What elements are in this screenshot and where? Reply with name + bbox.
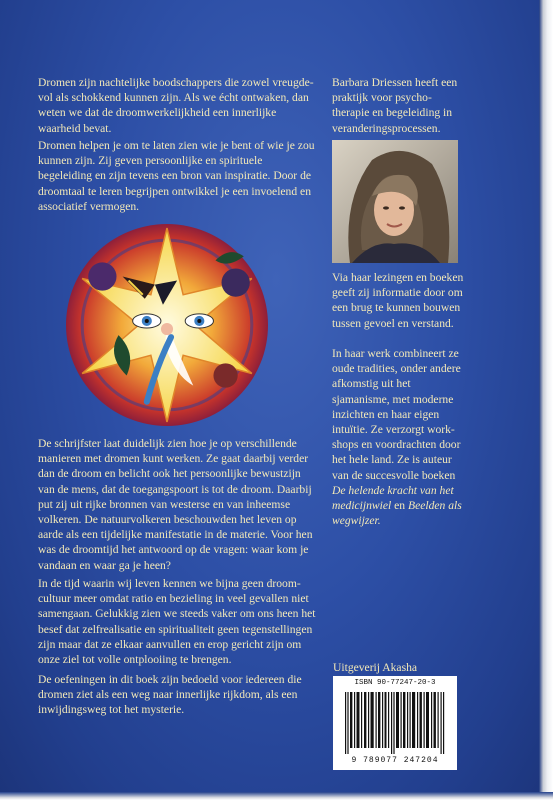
author-bio-paragraph-2 [332, 346, 464, 528]
blurb-paragraph-1: Dromen zijn nachtelijke boodschappers die zowel vreugde-vol als schokkend kunnen zijn. Als we écht ontwaken, dan weten we dat de droomwerkelijkheid een innerlijke waarheid bevat. [38, 76, 314, 135]
book-title-1: De helende kracht van het medicijnwiel [332, 483, 454, 513]
bottom-page-edge [0, 792, 553, 800]
author-bio-paragraph-1: Via haar lezingen en boeken geeft zij informatie door om een brug te kunnen bouwen tussen gevoel en verstand. [332, 271, 464, 330]
author-bio-text: In haar werk combineert ze oude tradities, onder andere afkomstig uit het sjamanisme, met moderne inzichten en haar eigen intuïtie. Ze verzorgt work-shops en voordrachten door het hele land. Ze is auteur van de succesvolle boeken [332, 347, 461, 482]
blurb-paragraph-2: Dromen helpen je om te laten zien wie je bent of wie je zou kunnen zijn. Zij geven persoonlijke en spirituele begeleiding en zijn tevens een bron van inspiratie. Door de droomtaal te leren begrijpen ontwikkel je een invoelend en associatief vermogen. [38, 139, 315, 213]
mandala-illustration [66, 224, 268, 426]
isbn-number: ISBN 90-77247-20-3 [354, 679, 436, 687]
publisher-name: Uitgeverij Akasha [333, 661, 418, 674]
page-edges [539, 0, 553, 800]
barcode-block [333, 676, 457, 770]
author-bio-intro: Barbara Driessen heeft een praktijk voor psycho-therapie en begeleiding in veranderingsprocessen. [332, 76, 458, 135]
blurb-paragraph-5: De oefeningen in dit boek zijn bedoeld voor iedereen die dromen ziet als een weg naar innerlijke rijkdom, als een inwijdingsweg tot het mysterie. [38, 673, 302, 717]
book-titles-conjunction: en [394, 499, 406, 513]
barcode-number: 9 789077 247204 [351, 756, 439, 765]
author-photo [332, 140, 458, 263]
blurb-paragraph-4: In de tijd waarin wij leven kennen we bijna geen droom-cultuur meer omdat ratio en bezieling in veel gevallen niet samengaan. Gelukkig zien we steeds vaker om ons heen het besef dat zelfrealisatie en spiritualiteit geen tegenstellingen zijn maar dat ze elkaar aanvullen en erop gericht zijn om onze ziel tot volle ontplooiing te brengen. [38, 577, 316, 667]
blurb-paragraph-3: De schrijfster laat duidelijk zien hoe je op verschillende manieren met dromen kunt werken. Ze gaat daarbij verder dan de droom en belicht ook het persoonlijke bewustzijn van de mens, dat de toegangspoort is tot de droom. Daarbij put zij uit rijke bronnen van westerse en van inheemse volkeren. De natuurvolkeren beschouwden het leven op aarde als een tijdelijke manifestatie in de materie. Voor hen was de droomtijd het antwoord op de vragen: waar kom je vandaan en waar ga je heen? [38, 437, 313, 572]
barcode-bars [345, 692, 445, 754]
book-title-2: Beelden als wegwijzer. [332, 499, 462, 528]
